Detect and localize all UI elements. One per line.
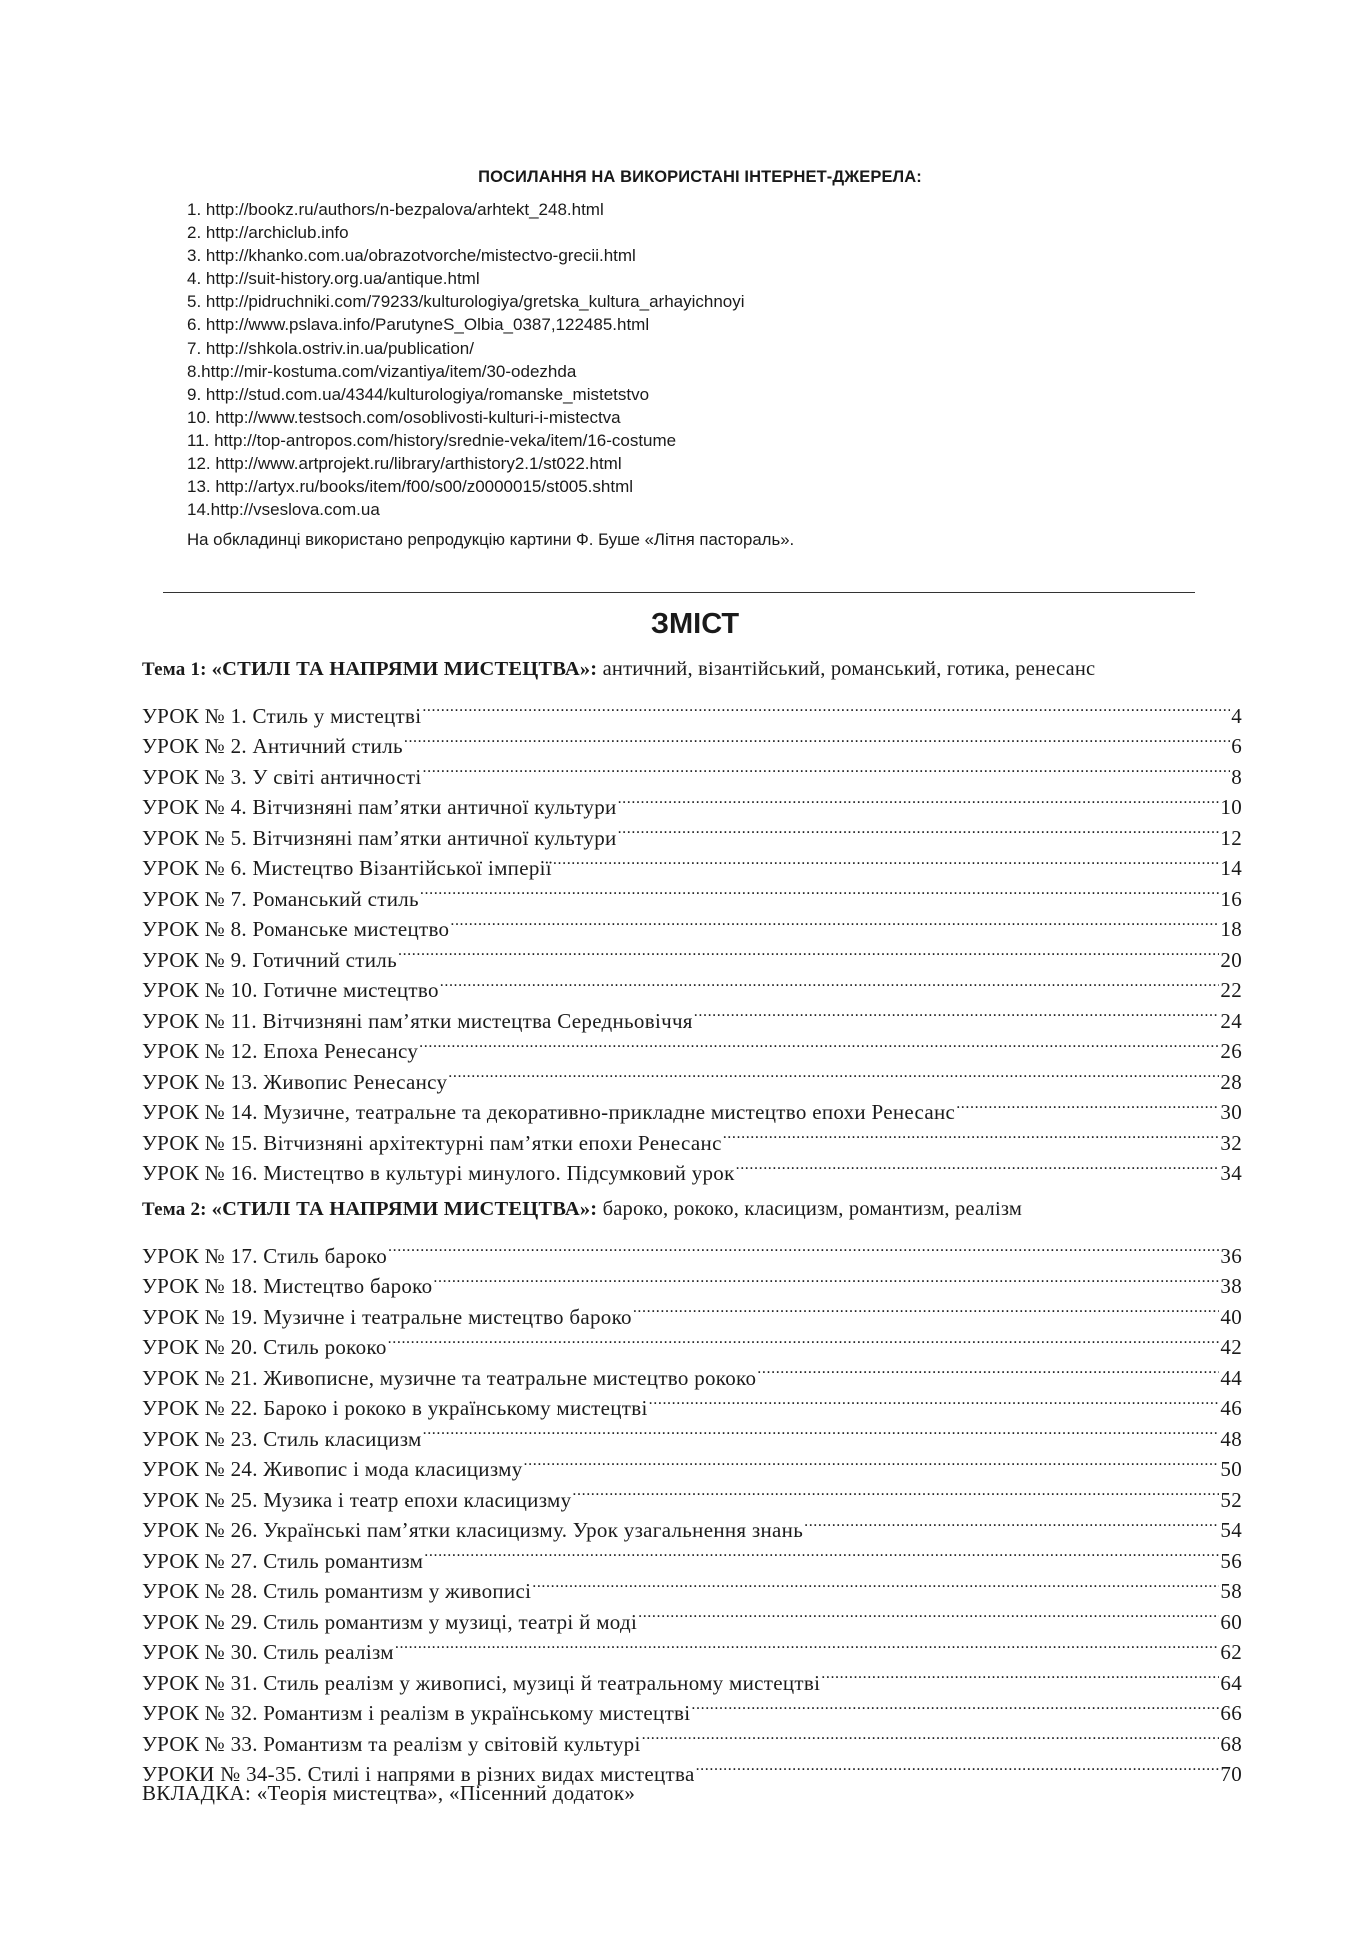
- toc-entry-page: 24: [1220, 1008, 1242, 1033]
- dot-leader: [419, 1028, 1219, 1059]
- toc-entry-page: 56: [1220, 1548, 1242, 1573]
- toc-entry-label: УРОК № 30. Стиль реалізм: [142, 1640, 394, 1664]
- toc-entry-page: 16: [1220, 886, 1242, 911]
- toc-entry-page: 60: [1220, 1609, 1242, 1634]
- dot-leader: [723, 1119, 1220, 1150]
- toc-entry-label: УРОК № 4. Вітчизняні пам’ятки античної культури: [142, 795, 617, 819]
- toc-entry-page: 62: [1220, 1640, 1242, 1664]
- toc-entry-page: 42: [1220, 1335, 1242, 1359]
- dot-leader: [420, 875, 1219, 906]
- toc-entry-page: 10: [1220, 795, 1242, 819]
- theme-topics: античний, візантійський, романський, готика, ренесанс: [597, 658, 1096, 680]
- reference-item: 1. http://bookz.ru/authors/n-bezpalova/arhtekt_248.html: [187, 200, 604, 219]
- toc-entry-label: УРОК № 24. Живопис і мода класицизму: [142, 1457, 523, 1481]
- reference-item: 9. http://stud.com.ua/4344/kulturologiya/romanske_mistetstvo: [187, 384, 650, 404]
- dot-leader: [956, 1089, 1219, 1120]
- toc-entry-label: УРОК № 20. Стиль рококо: [142, 1335, 387, 1359]
- toc-entry-page: 36: [1220, 1243, 1242, 1268]
- dot-leader: [524, 1446, 1220, 1477]
- theme-1-heading: [142, 658, 1095, 681]
- toc-entry-page: 58: [1220, 1579, 1242, 1603]
- toc-entry-label: УРОК № 10. Готичне мистецтво: [142, 978, 439, 1002]
- theme-2-lessons: [142, 1232, 1242, 1786]
- toc-entry-page: 30: [1220, 1100, 1242, 1124]
- toc-entry-label: УРОК № 8. Романське мистецтво: [142, 917, 450, 941]
- dot-leader: [804, 1507, 1219, 1538]
- toc-entry-label: УРОК № 6. Мистецтво Візантійської імперії: [142, 856, 552, 880]
- toc-entry-page: 70: [1220, 1762, 1242, 1786]
- toc-entry-page: 38: [1220, 1274, 1242, 1298]
- toc-entry-label: УРОК № 27. Стиль романтизм: [142, 1548, 424, 1573]
- toc-entry[interactable]: [142, 1232, 1242, 1268]
- reference-item: 14.http://vseslova.com.ua: [187, 500, 380, 520]
- toc-entry-page: 26: [1220, 1039, 1242, 1063]
- theme-2-heading: [142, 1198, 1022, 1221]
- toc-title: ЗМІСТ: [650, 608, 740, 640]
- toc-entry-label: УРОК № 13. Живопис Ренесансу: [142, 1069, 448, 1094]
- toc-entry-page: 54: [1220, 1518, 1242, 1542]
- toc-entry-page: 52: [1220, 1487, 1242, 1512]
- reference-item: 7. http://shkola.ostriv.in.ua/publication/: [187, 338, 474, 358]
- dot-leader: [638, 1598, 1219, 1629]
- dot-leader: [694, 997, 1220, 1028]
- appendix-line: ВКЛАДКА: «Теорія мистецтва», «Пісенний додаток»: [142, 1781, 636, 1805]
- toc-entry-label: УРОК № 12. Епоха Ренесансу: [142, 1039, 419, 1063]
- dot-leader: [618, 814, 1220, 845]
- dot-leader: [423, 1415, 1220, 1446]
- toc-entry-page: 66: [1220, 1701, 1242, 1725]
- theme-name: «СТИЛІ ТА НАПРЯМИ МИСТЕЦТВА»:: [211, 1198, 598, 1220]
- dot-leader: [649, 1385, 1220, 1416]
- reference-item: 8.http://mir-kostuma.com/vizantiya/item/30-odezhda: [187, 361, 577, 381]
- toc-entry-label: УРОК № 18. Мистецтво бароко: [142, 1274, 433, 1298]
- dot-leader: [821, 1659, 1219, 1690]
- toc-entry-label: УРОК № 22. Бароко і рококо в українському мистецтві: [142, 1396, 648, 1420]
- dot-leader: [633, 1293, 1220, 1324]
- theme-name: «СТИЛІ ТА НАПРЯМИ МИСТЕЦТВА»:: [211, 658, 598, 680]
- toc-entry-label: УРОК № 16. Мистецтво в культурі минулого. Підсумковий урок: [142, 1161, 735, 1185]
- toc-entry-page: 14: [1220, 856, 1242, 880]
- references-list: [187, 198, 745, 521]
- dot-leader: [618, 784, 1220, 815]
- references-title: ПОСИЛАННЯ НА ВИКОРИСТАНІ ІНТЕРНЕТ-ДЖЕРЕЛА:: [478, 168, 922, 186]
- theme-prefix: Тема 2:: [142, 1199, 212, 1220]
- dot-leader: [423, 753, 1231, 784]
- dot-leader: [642, 1720, 1220, 1751]
- reference-item: 4. http://suit-history.org.ua/antique.html: [187, 269, 480, 289]
- reference-item: 6. http://www.pslava.info/ParutyneS_Olbia_0387,122485.html: [187, 315, 650, 335]
- dot-leader: [440, 967, 1220, 998]
- dot-leader: [572, 1476, 1219, 1507]
- toc-entry-label: УРОК № 7. Романський стиль: [142, 886, 419, 911]
- toc-entry-label: УРОК № 17. Стиль бароко: [142, 1243, 388, 1268]
- toc-entry-page: 34: [1220, 1161, 1242, 1185]
- reference-item: 12. http://www.artprojekt.ru/library/arthistory2.1/st022.html: [187, 454, 622, 474]
- toc-entry-page: 4: [1231, 703, 1242, 728]
- toc-entry-label: УРОК № 5. Вітчизняні пам’ятки античної культури: [142, 825, 617, 850]
- dot-leader: [532, 1568, 1219, 1599]
- toc-entry-page: 44: [1220, 1365, 1242, 1390]
- dot-leader: [757, 1354, 1219, 1385]
- toc-entry-label: УРОКИ № 34-35. Стилі і напрями в різних видах мистецтва: [142, 1762, 695, 1786]
- toc-entry-label: УРОК № 19. Музичне і театральне мистецтво бароко: [142, 1304, 632, 1329]
- dot-leader: [388, 1232, 1219, 1263]
- toc-entry-page: 8: [1231, 764, 1242, 789]
- reference-item: 11. http://top-antropos.com/history/srednie-veka/item/16-costume: [187, 430, 677, 450]
- toc-entry-label: УРОК № 9. Готичний стиль: [142, 947, 397, 972]
- toc-entry-label: УРОК № 26. Українські пам’ятки класицизму. Урок узагальнення знань: [142, 1518, 804, 1542]
- toc-entry-page: 12: [1220, 825, 1242, 850]
- toc-entry-label: УРОК № 1. Стиль у мистецтві: [142, 703, 422, 728]
- toc-entry-page: 28: [1220, 1069, 1242, 1094]
- dot-leader: [388, 1324, 1220, 1355]
- toc-entry-label: УРОК № 28. Стиль романтизм у живописі: [142, 1579, 532, 1603]
- toc-entry-page: 48: [1220, 1426, 1242, 1451]
- toc-entry-page: 64: [1220, 1670, 1242, 1695]
- theme-topics: бароко, рококо, класицизм, романтизм, реалізм: [597, 1198, 1023, 1220]
- theme-1-lessons: [142, 692, 1242, 1185]
- reference-item: 3. http://khanko.com.ua/obrazotvorche/mistectvo-grecii.html: [187, 246, 636, 266]
- toc-entry-label: УРОК № 21. Живописне, музичне та театральне мистецтво рококо: [142, 1365, 757, 1390]
- toc-entry-page: 46: [1220, 1396, 1242, 1420]
- dot-leader: [433, 1263, 1219, 1294]
- toc-entry-label: УРОК № 29. Стиль романтизм у музиці, театрі й моді: [142, 1609, 638, 1634]
- toc-entry-label: УРОК № 33. Романтизм та реалізм у світовій культурі: [142, 1731, 641, 1756]
- toc-entry-label: УРОК № 25. Музика і театр епохи класицизму: [142, 1487, 572, 1512]
- theme-prefix: Тема 1:: [142, 659, 212, 680]
- dot-leader: [691, 1690, 1219, 1721]
- dot-leader: [422, 692, 1230, 723]
- dot-leader: [553, 845, 1219, 876]
- toc-entry-page: 32: [1220, 1130, 1242, 1155]
- dot-leader: [448, 1058, 1219, 1089]
- toc-entry-page: 20: [1220, 947, 1242, 972]
- section-divider: [163, 592, 1195, 593]
- dot-leader: [404, 723, 1230, 754]
- reference-item: 13. http://artyx.ru/books/item/f00/s00/z0000015/st005.shtml: [187, 477, 634, 497]
- toc-entry-page: 40: [1220, 1304, 1242, 1329]
- toc-entry-label: УРОК № 2. Античний стиль: [142, 734, 403, 758]
- dot-leader: [450, 906, 1219, 937]
- dot-leader: [736, 1150, 1220, 1181]
- toc-entry-page: 18: [1220, 917, 1242, 941]
- toc-entry-label: УРОК № 11. Вітчизняні пам’ятки мистецтва Середньовіччя: [142, 1008, 693, 1033]
- reference-item: 10. http://www.testsoch.com/osoblivosti-kulturi-i-mistectva: [187, 407, 621, 427]
- dot-leader: [696, 1751, 1220, 1782]
- toc-entry-label: УРОК № 15. Вітчизняні архітектурні пам’ятки епохи Ренесанс: [142, 1130, 722, 1155]
- toc-entry-label: УРОК № 14. Музичне, театральне та декоративно-прикладне мистецтво епохи Ренесанс: [142, 1100, 956, 1124]
- toc-entry-page: 50: [1220, 1457, 1242, 1481]
- dot-leader: [398, 936, 1219, 967]
- toc-entry-page: 22: [1220, 978, 1242, 1002]
- reference-item: 2. http://archiclub.info: [187, 223, 349, 243]
- cover-note: На обкладинці використано репродукцію картини Ф. Буше «Літня пастораль».: [187, 530, 795, 549]
- dot-leader: [424, 1537, 1219, 1568]
- toc-entry-label: УРОК № 31. Стиль реалізм у живописі, музиці й театральному мистецтві: [142, 1670, 821, 1695]
- toc-entry-page: 6: [1231, 734, 1242, 758]
- toc-entry-page: 68: [1220, 1731, 1242, 1756]
- toc-entry[interactable]: [142, 692, 1242, 728]
- toc-entry-label: УРОК № 32. Романтизм і реалізм в українському мистецтві: [142, 1701, 691, 1725]
- toc-entry-label: УРОК № 3. У світі античності: [142, 764, 422, 789]
- reference-item: 5. http://pidruchniki.com/79233/kulturologiya/gretska_kultura_arhayichnoyi: [187, 292, 745, 312]
- toc-entry-label: УРОК № 23. Стиль класицизм: [142, 1426, 422, 1451]
- dot-leader: [395, 1629, 1220, 1660]
